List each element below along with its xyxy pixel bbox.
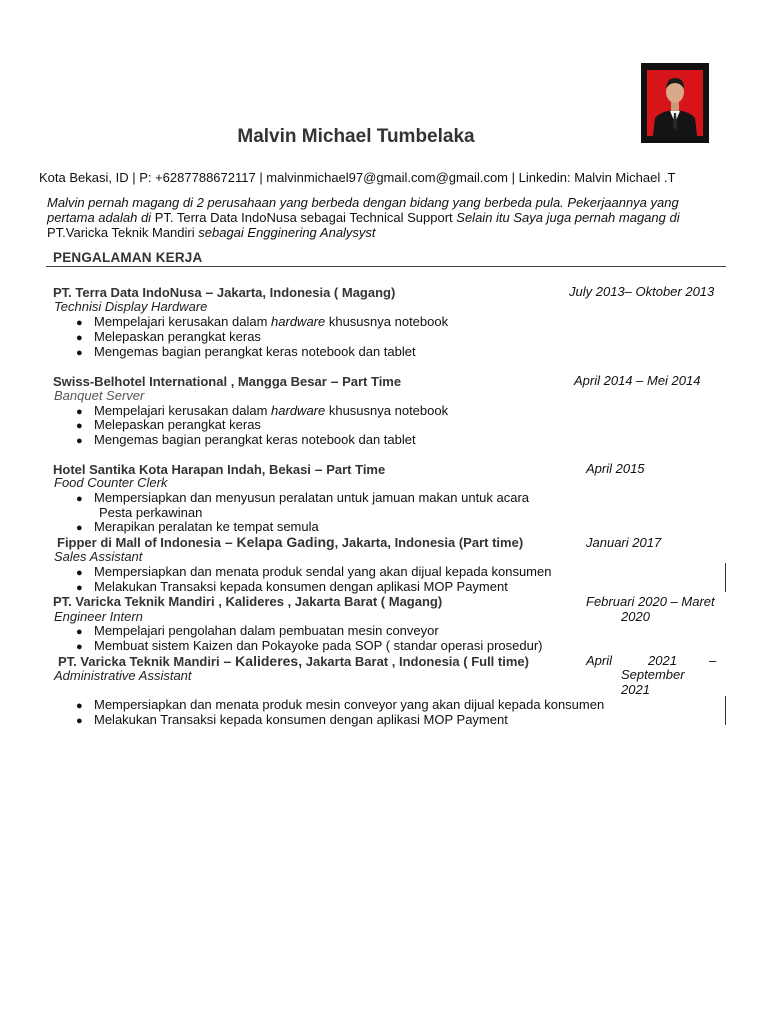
section-divider [46,266,726,267]
job-company [58,653,529,669]
list-item-continuation: Pesta perkawinan [99,505,203,520]
bullet-text: Membuat sistem Kaizen dan Pokayoke pada SOP ( standar operasi prosedur) [94,638,543,653]
job-role: Banquet Server [54,388,145,403]
job-company [57,534,523,550]
job-company [53,284,395,300]
bullet-icon: ● [76,567,83,579]
bullet-text: Melepaskan perangkat keras [94,329,261,344]
summary-line-2 [47,210,680,225]
job-role: Sales Assistant [54,549,143,564]
bullet-text: Mempelajari pengolahan dalam pembuatan mesin conveyor [94,623,439,638]
list-item [76,697,604,712]
list-item [76,314,448,329]
summary-company: PT. Terra Data IndoNusa sebagai Technical Support [154,210,457,225]
bullet-text: Melepaskan perangkat keras [94,417,261,432]
bullet-icon: ● [76,582,83,594]
list-item [76,490,529,505]
company-name: Fipper di Mall of Indonesia [57,535,221,550]
job-company: PT. Varicka Teknik Mandiri , Kalideres , Jakarta Barat ( Magang) [53,594,443,609]
list-item [76,403,448,418]
job-date: 2021 [648,653,677,668]
bullet-text: Mempelajari kerusakan dalam [94,403,272,418]
company-location: Kelapa Gading [232,534,335,550]
list-item [76,344,416,359]
margin-marker [725,563,726,592]
bullet-text: Mempersiapkan dan menata produk mesin conveyor yang akan dijual kepada konsumen [94,697,605,712]
summary-line-1 [47,195,679,210]
bullet-icon: ● [76,715,83,727]
job-date: July 2013– Oktober 2013 [569,284,715,299]
bullet-text: Mempersiapkan dan menyusun peralatan untuk jamuan makan untuk acara [94,490,530,505]
bullet-text: Mengemas bagian perangkat keras notebook dan tablet [94,344,416,359]
dash: – [201,284,214,300]
company-location: Jakarta Barat , Indonesia ( Full time) [302,654,529,669]
bullet-text: Melakukan Transaksi kepada konsumen dengan aplikasi MOP Payment [94,579,508,594]
job-role: Administrative Assistant [54,668,192,683]
bullet-text: Mempelajari kerusakan dalam [94,314,272,329]
summary-company: PT.Varicka Teknik Mandiri [47,225,199,240]
summary-text: pertama adalah di [47,210,155,225]
list-item [76,623,439,638]
dash: – [220,534,233,550]
list-item [76,638,543,653]
bullet-text: khususnya notebook [325,403,449,418]
job-role: Food Counter Clerk [54,475,168,490]
bullet-icon: ● [76,435,83,447]
bullet-icon: ● [76,641,83,653]
summary-text: sebagai Engginering Analysyst [198,225,376,240]
company-name: PT. Terra Data IndoNusa [53,285,202,300]
list-item [76,712,508,727]
bullet-text: khususnya notebook [325,314,449,329]
bullet-text: hardware [271,403,326,418]
job-date: September [621,667,685,682]
company-name: PT. Varicka Teknik Mandiri [58,654,220,669]
list-item [76,519,319,534]
bullet-text: hardware [271,314,326,329]
list-item [76,329,261,344]
bullet-icon: ● [76,700,83,712]
summary-text: Malvin pernah magang di 2 perusahaan yang berbeda dengan bidang yang berbeda pula. Pekerjaannya yang [47,195,679,210]
bullet-text: Mengemas bagian perangkat keras notebook dan tablet [94,432,416,447]
company-location: Part Time [322,462,386,477]
bullet-icon: ● [76,317,83,329]
summary-text: Selain itu Saya juga pernah magang di [456,210,680,225]
company-location: Part Time [338,374,402,389]
job-date: Februari 2020 – Maret [586,594,715,609]
list-item [76,432,416,447]
list-item [76,417,261,432]
bullet-icon: ● [76,522,83,534]
bullet-icon: ● [76,626,83,638]
company-name: Hotel Santika Kota Harapan Indah, Bekasi [53,462,311,477]
job-date: 2021 [621,682,650,697]
bullet-text: Mempersiapkan dan menata produk sendal yang akan dijual kepada konsumen [94,564,552,579]
job-date: – [709,653,717,668]
dash: – [326,373,339,389]
job-date: April 2015 [586,461,645,476]
list-item [76,579,508,594]
company-location: , Jakarta, Indonesia (Part time) [334,535,524,550]
bullet-text: Merapikan peralatan ke tempat semula [94,519,319,534]
company-name: Swiss-Belhotel International , Mangga Besar [53,374,327,389]
contact-line: Kota Bekasi, ID | P: +6287788672117 | malvinmichael97@gmail.com@gmail.com | Linkedin: Malvin Michael .T [39,170,676,185]
section-title: PENGALAMAN KERJA [53,250,203,265]
job-date: April [586,653,613,668]
dash: – [219,653,232,669]
bullet-icon: ● [76,332,83,344]
bullet-icon: ● [76,420,83,432]
bullet-icon: ● [76,406,83,418]
margin-marker [725,696,726,725]
job-role: Technisi Display Hardware [54,299,208,314]
list-item [76,564,551,579]
job-role: Engineer Intern [54,609,143,624]
candidate-name: Malvin Michael Tumbelaka [237,126,475,147]
company-location: Jakarta, Indonesia ( Magang) [213,285,396,300]
bullet-text: Melakukan Transaksi kepada konsumen dengan aplikasi MOP Payment [94,712,508,727]
dash: – [310,461,323,477]
job-company [53,373,401,389]
bullet-icon: ● [76,347,83,359]
summary-line-3 [47,225,376,240]
bullet-icon: ● [76,493,83,505]
company-location: Kalideres, [231,653,303,669]
job-date: April 2014 – Mei 2014 [574,373,701,388]
job-date: Januari 2017 [586,535,662,550]
job-date: 2020 [621,609,650,624]
